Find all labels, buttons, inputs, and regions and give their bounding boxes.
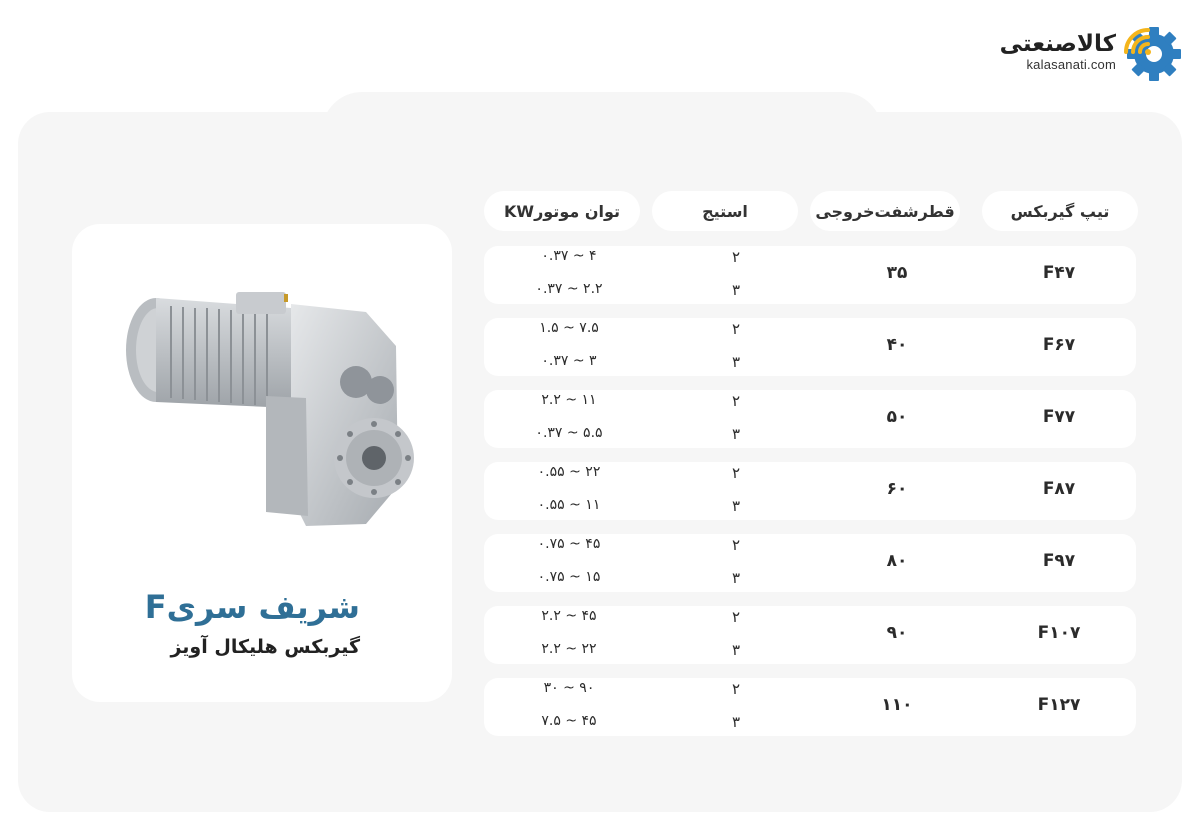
power-range: ۰.۳۷ ~ ۳ xyxy=(541,353,597,369)
power-range: ۰.۳۷ ~ ۵.۵ xyxy=(535,425,603,441)
stage-value: ۳ xyxy=(731,281,741,299)
header-output-shaft: قطرشفت‌خروجی xyxy=(810,191,960,231)
table-row xyxy=(484,318,1136,376)
stage-value: ۳ xyxy=(731,353,741,371)
power-range: ۰.۳۷ ~ ۲.۲ xyxy=(535,281,603,297)
stage-value: ۲ xyxy=(731,608,741,626)
shaft-diameter: ۳۵ xyxy=(886,263,908,283)
power-range: ۰.۳۷ ~ ۴ xyxy=(541,248,597,264)
stage-value: ۲ xyxy=(731,392,741,410)
table-row xyxy=(484,462,1136,520)
power-range: ۰.۷۵ ~ ۴۵ xyxy=(537,536,601,552)
header-stage: استیج xyxy=(652,191,798,231)
stage-value: ۲ xyxy=(731,680,741,698)
gearbox-type: F۶۷ xyxy=(1042,335,1076,355)
shaft-diameter: ۸۰ xyxy=(886,551,908,571)
gearbox-type: F۸۷ xyxy=(1042,479,1076,499)
stage-value: ۲ xyxy=(731,320,741,338)
table-row xyxy=(484,246,1136,304)
gearbox-type: F۱۲۷ xyxy=(1037,695,1081,715)
stage-value: ۲ xyxy=(731,464,741,482)
power-range: ۰.۷۵ ~ ۱۵ xyxy=(537,569,601,585)
gearbox-type: F۹۷ xyxy=(1042,551,1076,571)
power-range: ۷.۵ ~ ۴۵ xyxy=(541,713,597,729)
table-row xyxy=(484,534,1136,592)
power-range: ۱.۵ ~ ۷.۵ xyxy=(539,320,599,336)
table-row xyxy=(484,606,1136,664)
gearbox-type: F۱۰۷ xyxy=(1037,623,1081,643)
power-range: ۲.۲ ~ ۱۱ xyxy=(541,392,597,408)
gearbox-type: F۷۷ xyxy=(1042,407,1076,427)
table-row xyxy=(484,678,1136,736)
shaft-diameter: ۵۰ xyxy=(886,407,908,427)
stage-value: ۳ xyxy=(731,425,741,443)
helical-gear-motor-image xyxy=(116,286,416,546)
power-range: ۲.۲ ~ ۴۵ xyxy=(541,608,597,624)
stage-value: ۳ xyxy=(731,641,741,659)
gear-wifi-icon xyxy=(1120,22,1182,84)
logo-text xyxy=(1000,30,1116,72)
brand-logo[interactable] xyxy=(999,18,1182,82)
stage-value: ۳ xyxy=(731,569,741,587)
stage-value: ۳ xyxy=(731,713,741,731)
product-subtitle: گیربکس هلیکال آویز xyxy=(170,636,360,658)
stage-value: ۳ xyxy=(731,497,741,515)
logo-domain: kalasanati.com xyxy=(1026,57,1116,72)
power-range: ۲.۲ ~ ۲۲ xyxy=(541,641,597,657)
power-range: ۳۰ ~ ۹۰ xyxy=(543,680,595,696)
shaft-diameter: ۹۰ xyxy=(886,623,908,643)
header-motor-power: توان موتورKW xyxy=(484,191,640,231)
gearbox-type: F۴۷ xyxy=(1042,263,1076,283)
stage-value: ۲ xyxy=(731,536,741,554)
product-title: شریف سریF xyxy=(144,588,360,626)
table-row xyxy=(484,390,1136,448)
shaft-diameter: ۶۰ xyxy=(886,479,908,499)
power-range: ۰.۵۵ ~ ۲۲ xyxy=(537,464,601,480)
stage-value: ۲ xyxy=(731,248,741,266)
product-card xyxy=(72,224,452,702)
logo-name: کالاصنعتی xyxy=(999,31,1116,57)
power-range: ۰.۵۵ ~ ۱۱ xyxy=(537,497,601,513)
shaft-diameter: ۴۰ xyxy=(886,335,908,355)
shaft-diameter: ۱۱۰ xyxy=(881,695,913,715)
header-gearbox-type: تیپ گیربکس xyxy=(982,191,1138,231)
